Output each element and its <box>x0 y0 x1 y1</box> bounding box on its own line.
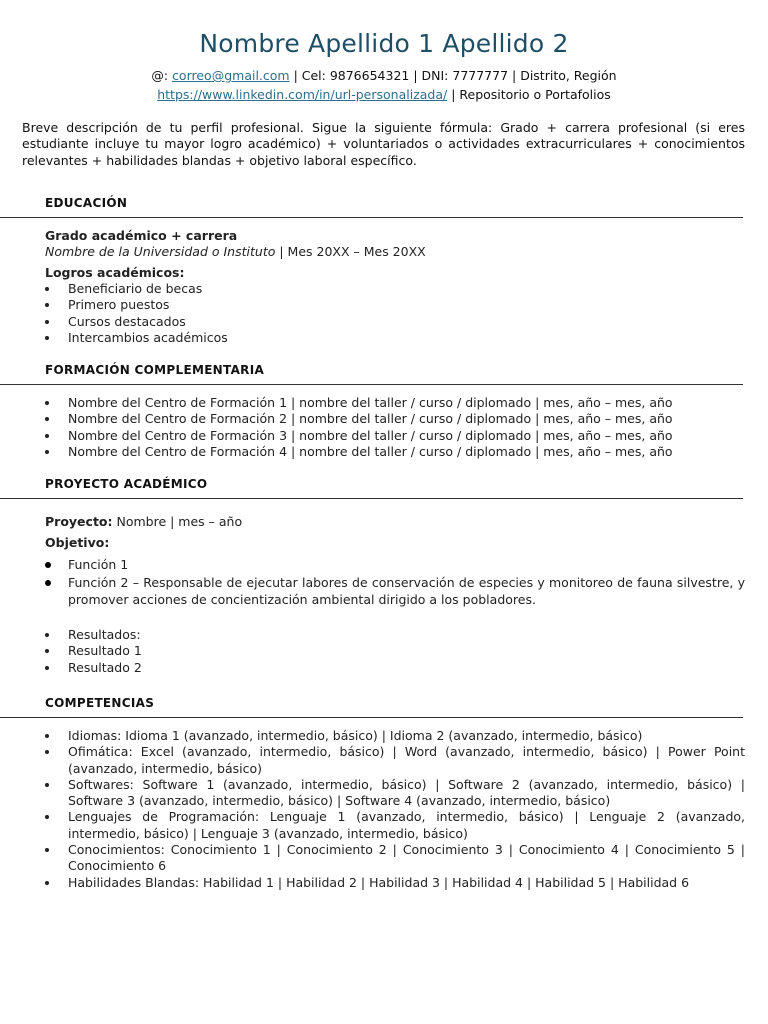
list-item: Conocimientos: Conocimiento 1 | Conocimiento 2 | Conocimiento 3 | Conocimiento 4 | Conocimiento 5 | Conocimiento 6 <box>45 842 745 875</box>
list-item: Ofimática: Excel (avanzado, intermedio, básico) | Word (avanzado, intermedio, básico) | Power Point (avanzado, intermedio, básico) <box>45 744 745 777</box>
list-item: Habilidades Blandas: Habilidad 1 | Habilidad 2 | Habilidad 3 | Habilidad 4 | Habilidad 5 | Habilidad 6 <box>45 875 745 891</box>
list-item: Cursos destacados <box>45 314 745 330</box>
results-list <box>45 627 745 676</box>
list-item: Beneficiario de becas <box>45 281 745 297</box>
list-item: Primero puestos <box>45 297 745 313</box>
profile-summary: Breve descripción de tu perfil profesional. Sigue la siguiente fórmula: Grado + carrera profesional (si eres estudiante incluye tu mayor logro académico) + voluntariados o actividades extracurriculares + conocimientos relevantes + habilidades blandas + objetivo laboral específico. <box>22 120 745 168</box>
contact-line <box>0 68 768 83</box>
section-title-education: EDUCACIÓN <box>45 196 128 210</box>
full-name: Nombre Apellido 1 Apellido 2 <box>199 29 569 58</box>
links-line <box>0 87 768 102</box>
skills-list <box>45 728 745 891</box>
achievements-list <box>45 281 745 346</box>
achievements-label: Logros académicos: <box>45 265 185 280</box>
project-value: Nombre | mes – año <box>112 514 243 529</box>
list-item: Intercambios académicos <box>45 330 745 346</box>
list-item: Resultado 1 <box>45 643 745 659</box>
functions-list <box>45 557 745 608</box>
complementary-list <box>45 395 745 460</box>
section-divider <box>0 717 743 718</box>
list-item: Resultados: <box>45 627 745 643</box>
list-item: Nombre del Centro de Formación 4 | nombre del taller / curso / diplomado | mes, año – mes, año <box>45 444 745 460</box>
email-link[interactable]: correo@gmail.com <box>172 68 290 83</box>
list-item: Nombre del Centro de Formación 3 | nombre del taller / curso / diplomado | mes, año – mes, año <box>45 428 745 444</box>
objective-label: Objetivo: <box>45 535 110 550</box>
linkedin-link[interactable]: https://www.linkedin.com/in/url-personalizada/ <box>157 87 448 102</box>
list-item: Idiomas: Idioma 1 (avanzado, intermedio, básico) | Idioma 2 (avanzado, intermedio, básico) <box>45 728 745 744</box>
project-line <box>45 514 242 530</box>
project-label: Proyecto: <box>45 514 113 529</box>
portfolio-text: | Repositorio o Portafolios <box>447 87 611 102</box>
list-item: Softwares: Software 1 (avanzado, intermedio, básico) | Software 2 (avanzado, intermedio, básico) | Software 3 (avanzado, intermedio, básico) | Software 4 (avanzado, intermedio, básico) <box>45 777 745 810</box>
list-item: Resultado 2 <box>45 660 745 676</box>
section-title-skills: COMPETENCIAS <box>45 696 155 710</box>
institution-name: Nombre de la Universidad o Instituto <box>45 244 276 259</box>
contact-details: | Cel: 9876654321 | DNI: 7777777 | Distrito, Región <box>289 68 617 83</box>
degree: Grado académico + carrera <box>45 228 238 243</box>
section-divider <box>0 217 743 218</box>
list-item: Nombre del Centro de Formación 1 | nombre del taller / curso / diplomado | mes, año – mes, año <box>45 395 745 411</box>
list-item: Función 1 <box>45 557 745 573</box>
section-divider <box>0 384 743 385</box>
institution-line <box>45 244 426 260</box>
list-item: Nombre del Centro de Formación 2 | nombre del taller / curso / diplomado | mes, año – mes, año <box>45 411 745 427</box>
section-title-project: PROYECTO ACADÉMICO <box>45 477 208 491</box>
list-item: Función 2 – Responsable de ejecutar labores de conservación de especies y monitoreo de fauna silvestre, y promover acciones de concientización ambiental dirigido a los pobladores. <box>45 575 745 608</box>
list-item: Lenguajes de Programación: Lenguaje 1 (avanzado, intermedio, básico) | Lenguaje 2 (avanzado, intermedio, básico) | Lenguaje 3 (avanzado, intermedio, básico) <box>45 809 745 842</box>
education-dates: | Mes 20XX – Mes 20XX <box>275 244 426 259</box>
section-divider <box>0 498 743 499</box>
section-title-complementary: FORMACIÓN COMPLEMENTARIA <box>45 363 265 377</box>
email-prefix: @: <box>151 68 173 83</box>
